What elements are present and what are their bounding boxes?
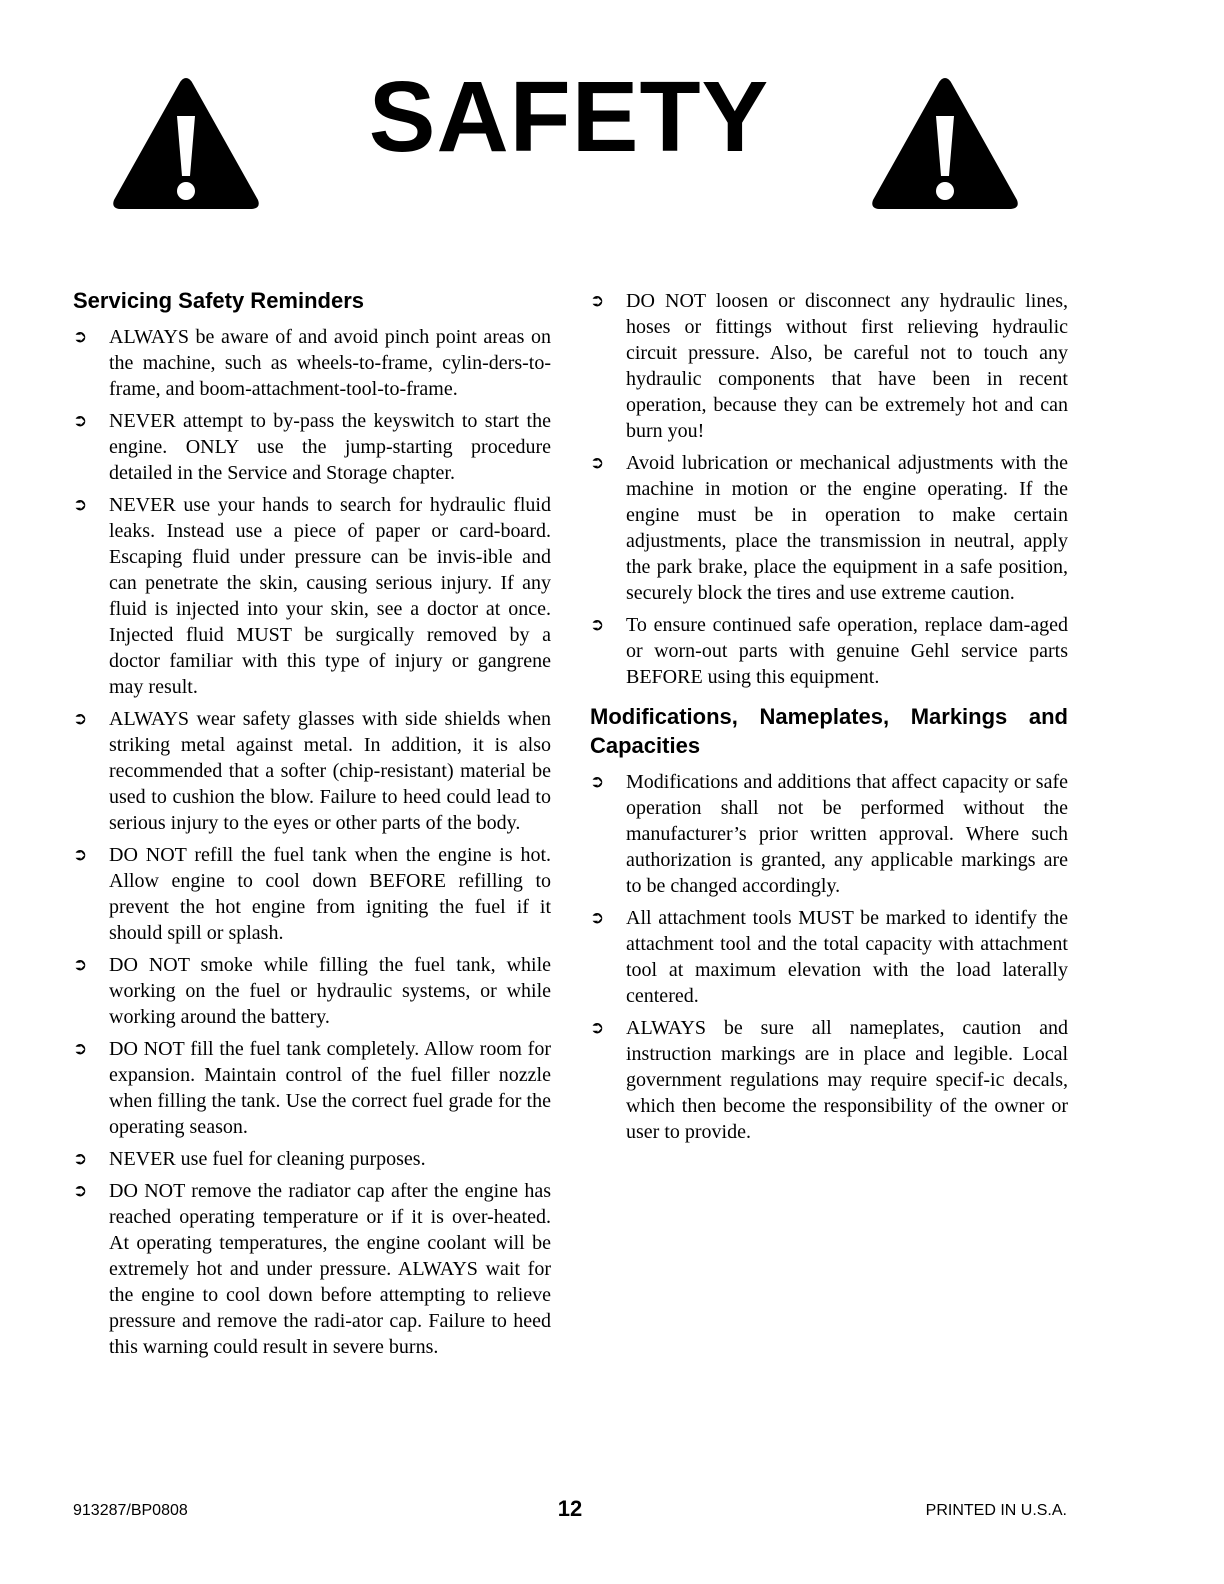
arrow-bullet-icon: ➲ (73, 411, 88, 431)
page-footer (73, 1496, 1067, 1526)
list-item: ➲ NEVER use your hands to search for hydraulic fluid leaks. Instead use a piece of paper or card-board. Escaping fluid under pressure can be invis-ible and can penetrate the skin, causing serious injury. If any fluid is injected into your skin, see a doctor at once. Injected fluid MUST be surgically removed by a doctor familiar with this type of injury or gangrene may result. (73, 494, 551, 698)
warning-triangle-icon (869, 72, 1021, 214)
servicing-list (73, 324, 551, 1360)
list-item: ➲ ALWAYS wear safety glasses with side shields when striking metal against metal. In addition, it is also recommended that a softer (chip-resistant) material be used to cushion the blow. Failure to heed could lead to serious injury to the eyes or other parts of the body. (73, 708, 551, 834)
page-title: SAFETY (368, 61, 770, 173)
list-item: ➲ ALWAYS be aware of and avoid pinch point areas on the machine, such as wheels-to-frame, cylin-ders-to-frame, and boom-attachment-tool-to-frame. (73, 326, 551, 400)
modifications-list (590, 769, 1068, 1145)
right-column (590, 288, 1068, 1151)
arrow-bullet-icon: ➲ (73, 495, 88, 515)
arrow-bullet-icon: ➲ (73, 1181, 88, 1201)
list-item: ➲ All attachment tools MUST be marked to identify the attachment tool and the total capacity with attachment tool at maximum elevation with the load laterally centered. (590, 907, 1068, 1007)
section-heading-modifications: Modifications, Nameplates, Markings and Capacities (590, 704, 1068, 758)
list-item: ➲ DO NOT refill the fuel tank when the engine is hot. Allow engine to cool down BEFORE refilling to prevent the hot engine from igniting the fuel if it should spill or splash. (73, 844, 551, 944)
list-item: ➲ To ensure continued safe operation, replace dam-aged or worn-out parts with genuine Gehl service parts BEFORE using this equipment. (590, 614, 1068, 688)
arrow-bullet-icon: ➲ (73, 327, 88, 347)
arrow-bullet-icon: ➲ (73, 955, 88, 975)
list-item: ➲ ALWAYS be sure all nameplates, caution and instruction markings are in place and legible. Local government regulations may require specif-ic decals, which then become the responsibility of the owner or user to provide. (590, 1017, 1068, 1143)
doc-number: 913287/BP0808 (73, 1502, 188, 1519)
left-column (73, 286, 551, 1366)
arrow-bullet-icon: ➲ (73, 709, 88, 729)
list-item: ➲ DO NOT smoke while filling the fuel tank, while working on the fuel or hydraulic systems, or while working around the battery. (73, 954, 551, 1028)
arrow-bullet-icon: ➲ (590, 908, 605, 928)
arrow-bullet-icon: ➲ (73, 845, 88, 865)
list-item: ➲ DO NOT remove the radiator cap after the engine has reached operating temperature or if it is over-heated. At operating temperatures, the engine coolant will be extremely hot and under pressure. ALWAYS wait for the engine to cool down before attempting to relieve pressure and remove the radi-ator cap. Failure to heed this warning could result in severe burns. (73, 1180, 551, 1358)
page-number: 12 (557, 1496, 583, 1521)
arrow-bullet-icon: ➲ (590, 772, 605, 792)
list-item: ➲ DO NOT loosen or disconnect any hydraulic lines, hoses or fittings without first relieving hydraulic circuit pressure. Also, be careful not to touch any hydraulic components that have been in recent operation, because they can be extremely hot and can burn you! (590, 290, 1068, 442)
arrow-bullet-icon: ➲ (590, 615, 605, 635)
list-item: ➲ Avoid lubrication or mechanical adjustments with the machine in motion or the engine operating. If the engine must be in operation to make certain adjustments, place the transmission in neutral, apply the park brake, place the equipment in a safe position, securely block the tires and use extreme caution. (590, 452, 1068, 604)
arrow-bullet-icon: ➲ (73, 1149, 88, 1169)
arrow-bullet-icon: ➲ (590, 291, 605, 311)
arrow-bullet-icon: ➲ (590, 1018, 605, 1038)
list-item: ➲ NEVER attempt to by-pass the keyswitch to start the engine. ONLY use the jump-starting procedure detailed in the Service and Storage chapter. (73, 410, 551, 484)
list-item: ➲ DO NOT fill the fuel tank completely. Allow room for expansion. Maintain control of the fuel filler nozzle when filling the tank. Use the correct fuel grade for the operating season. (73, 1038, 551, 1138)
arrow-bullet-icon: ➲ (73, 1039, 88, 1059)
section-heading-servicing: Servicing Safety Reminders (73, 288, 365, 313)
list-item: ➲ NEVER use fuel for cleaning purposes. (73, 1148, 426, 1170)
list-item: ➲ Modifications and additions that affect capacity or safe operation shall not be performed without the manufacturer’s prior written approval. Where such authorization is granted, any applicable markings are to be changed accordingly. (590, 771, 1068, 897)
arrow-bullet-icon: ➲ (590, 453, 605, 473)
servicing-list-continued (590, 288, 1068, 690)
printed-in: PRINTED IN U.S.A. (925, 1502, 1067, 1519)
